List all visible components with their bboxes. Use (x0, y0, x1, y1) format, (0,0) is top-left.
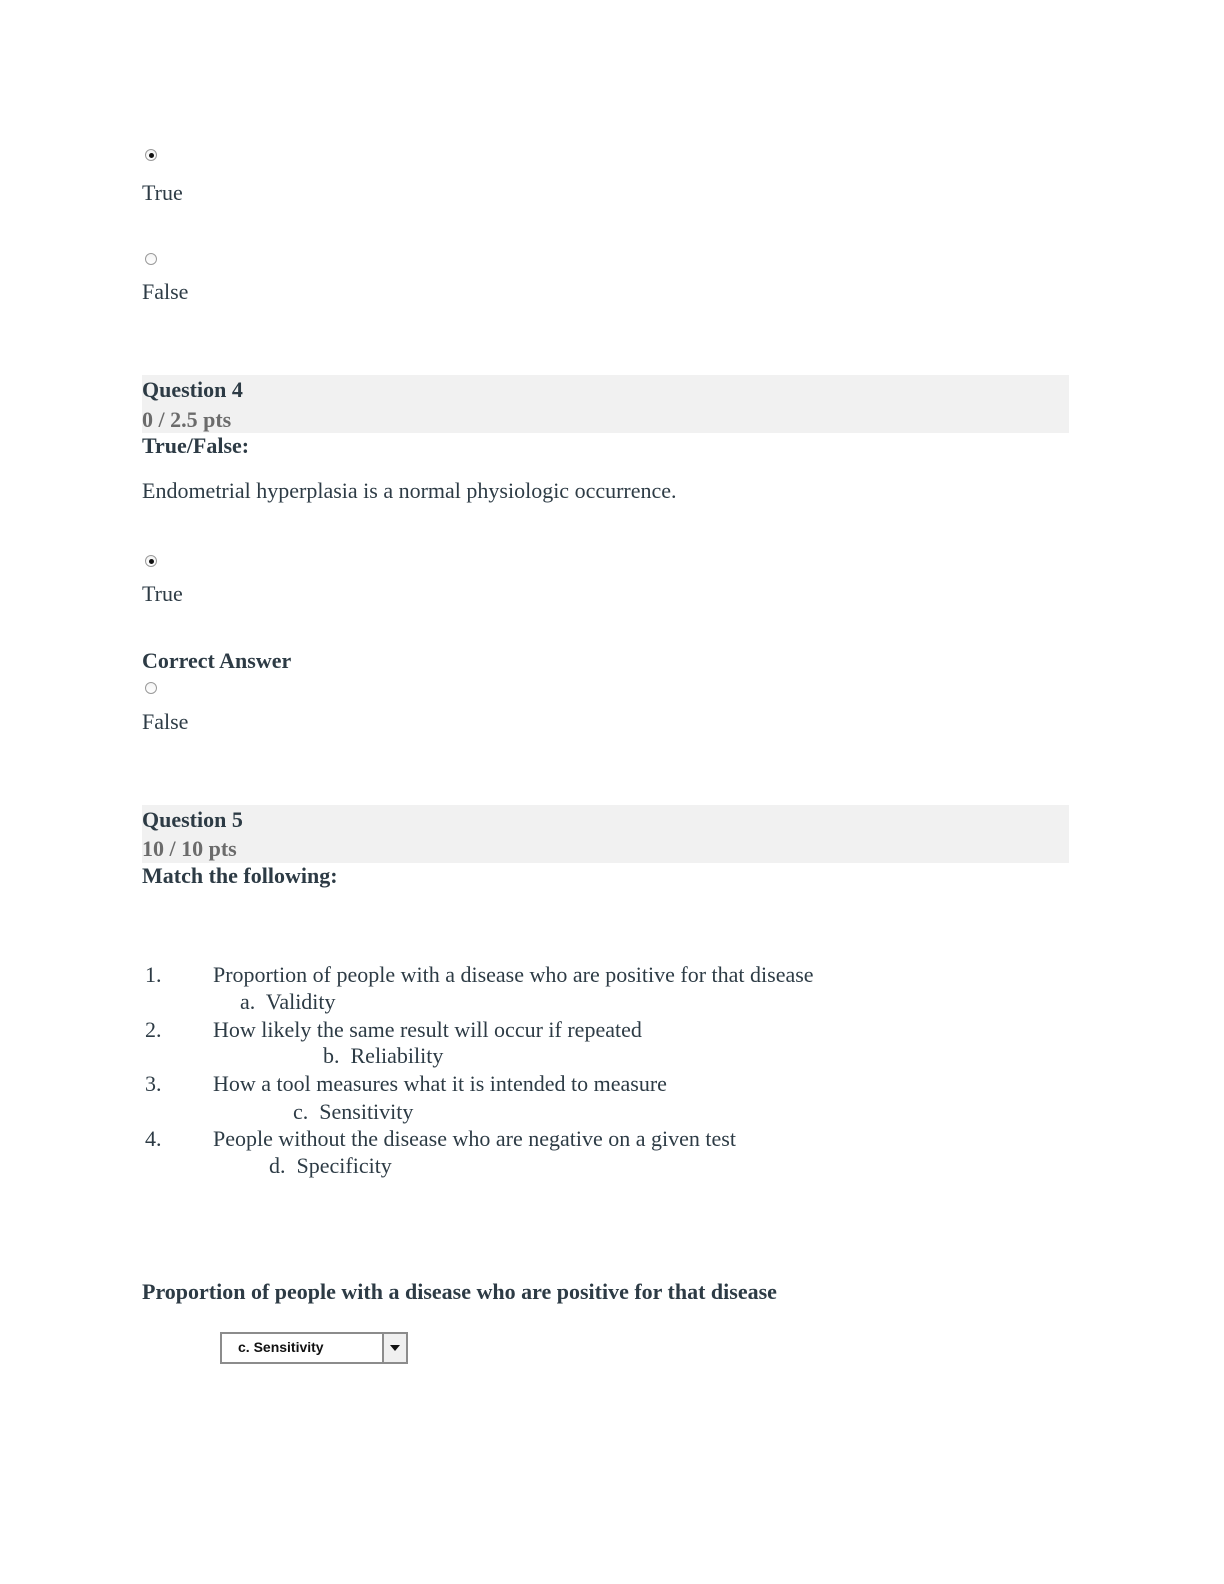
q3-true-label: True (142, 180, 183, 205)
correct-answer-label: Correct Answer (142, 648, 292, 673)
match-item-number: 1. (145, 962, 162, 987)
q4-false-radio[interactable] (145, 682, 157, 694)
match-prompt: Proportion of people with a disease who are positive for that disease (142, 1279, 777, 1304)
match-item-answer: a. Validity (240, 989, 336, 1014)
match-item-number: 3. (145, 1071, 162, 1096)
question-5-points: 10 / 10 pts (142, 836, 237, 861)
question-5-title: Question 5 (142, 807, 243, 832)
question-5-header (142, 805, 1069, 863)
question-4-points: 0 / 2.5 pts (142, 407, 232, 432)
question-4-header (142, 375, 1069, 433)
match-answer-select[interactable] (220, 1332, 408, 1364)
match-item-answer: c. Sensitivity (293, 1099, 414, 1124)
q4-true-label: True (142, 581, 183, 606)
q3-true-radio[interactable] (145, 149, 157, 161)
q4-false-label: False (142, 709, 189, 734)
match-item-text: Proportion of people with a disease who are positive for that disease (213, 962, 814, 987)
select-value: c. Sensitivity (238, 1339, 324, 1355)
q4-true-radio[interactable] (145, 555, 157, 567)
question-5-type: Match the following: (142, 863, 338, 888)
question-4-prompt: Endometrial hyperplasia is a normal physiologic occurrence. (142, 478, 677, 503)
match-item-answer: b. Reliability (323, 1043, 444, 1068)
match-item-number: 2. (145, 1017, 162, 1042)
match-item-text: How a tool measures what it is intended to measure (213, 1071, 667, 1096)
match-item-text: How likely the same result will occur if repeated (213, 1017, 642, 1042)
question-4-title: Question 4 (142, 377, 243, 402)
q3-false-label: False (142, 279, 189, 304)
chevron-down-icon[interactable] (382, 1334, 406, 1362)
match-item-answer: d. Specificity (269, 1153, 392, 1178)
question-4-type: True/False: (142, 433, 250, 458)
q3-false-radio[interactable] (145, 253, 157, 265)
match-item-text: People without the disease who are negative on a given test (213, 1126, 736, 1151)
match-item-number: 4. (145, 1126, 162, 1151)
